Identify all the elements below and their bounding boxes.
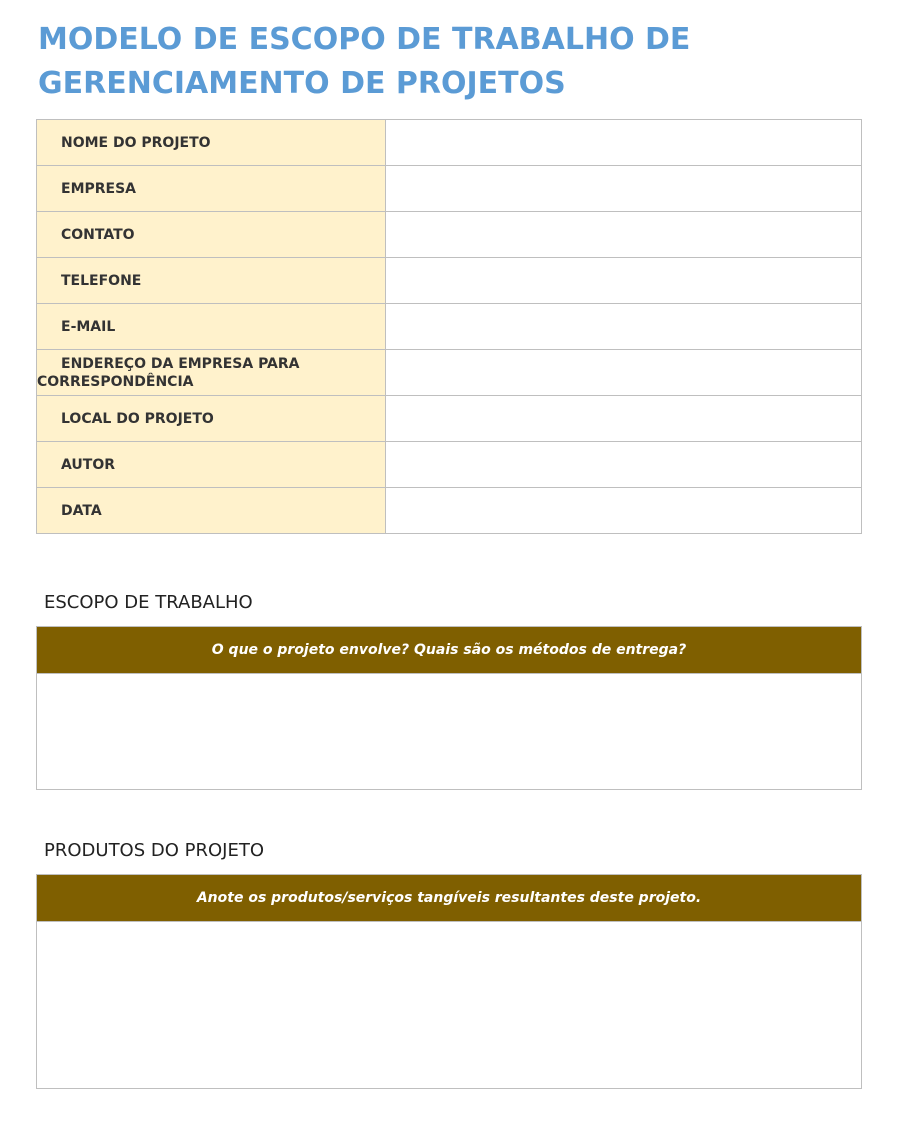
phone-field[interactable]	[386, 258, 862, 304]
phone-label: TELEFONE	[37, 258, 386, 304]
email-field[interactable]	[386, 304, 862, 350]
email-label: E-MAIL	[37, 304, 386, 350]
date-field[interactable]	[386, 488, 862, 534]
table-row	[37, 258, 862, 304]
author-field[interactable]	[386, 442, 862, 488]
mailing-address-field[interactable]	[386, 350, 862, 396]
deliverables-section-heading: PRODUTOS DO PROJETO	[44, 840, 264, 861]
document-title: MODELO DE ESCOPO DE TRABALHO DE GERENCIAMENTO DE PROJETOS	[38, 22, 691, 101]
scope-section-box	[36, 626, 862, 790]
table-row	[37, 396, 862, 442]
project-info-table	[36, 119, 862, 534]
project-location-label: LOCAL DO PROJETO	[37, 396, 386, 442]
company-label: EMPRESA	[37, 166, 386, 212]
project-location-field[interactable]	[386, 396, 862, 442]
table-row	[37, 488, 862, 534]
table-row	[37, 304, 862, 350]
author-label: AUTOR	[37, 442, 386, 488]
mailing-address-label: ENDEREÇO DA EMPRESA PARA CORRESPONDÊNCIA	[37, 350, 386, 396]
table-row	[37, 350, 862, 396]
scope-prompt-band: O que o projeto envolve? Quais são os métodos de entrega?	[37, 627, 861, 674]
scope-content-area[interactable]	[37, 674, 861, 790]
project-name-label: NOME DO PROJETO	[37, 120, 386, 166]
deliverables-section-box	[36, 874, 862, 1089]
project-name-field[interactable]	[386, 120, 862, 166]
date-label: DATA	[37, 488, 386, 534]
contact-field[interactable]	[386, 212, 862, 258]
deliverables-prompt-band: Anote os produtos/serviços tangíveis resultantes deste projeto.	[37, 875, 861, 922]
scope-section-heading: ESCOPO DE TRABALHO	[44, 592, 253, 613]
table-row	[37, 212, 862, 258]
table-row	[37, 120, 862, 166]
table-row	[37, 442, 862, 488]
company-field[interactable]	[386, 166, 862, 212]
contact-label: CONTATO	[37, 212, 386, 258]
table-row	[37, 166, 862, 212]
deliverables-content-area[interactable]	[37, 922, 861, 1089]
